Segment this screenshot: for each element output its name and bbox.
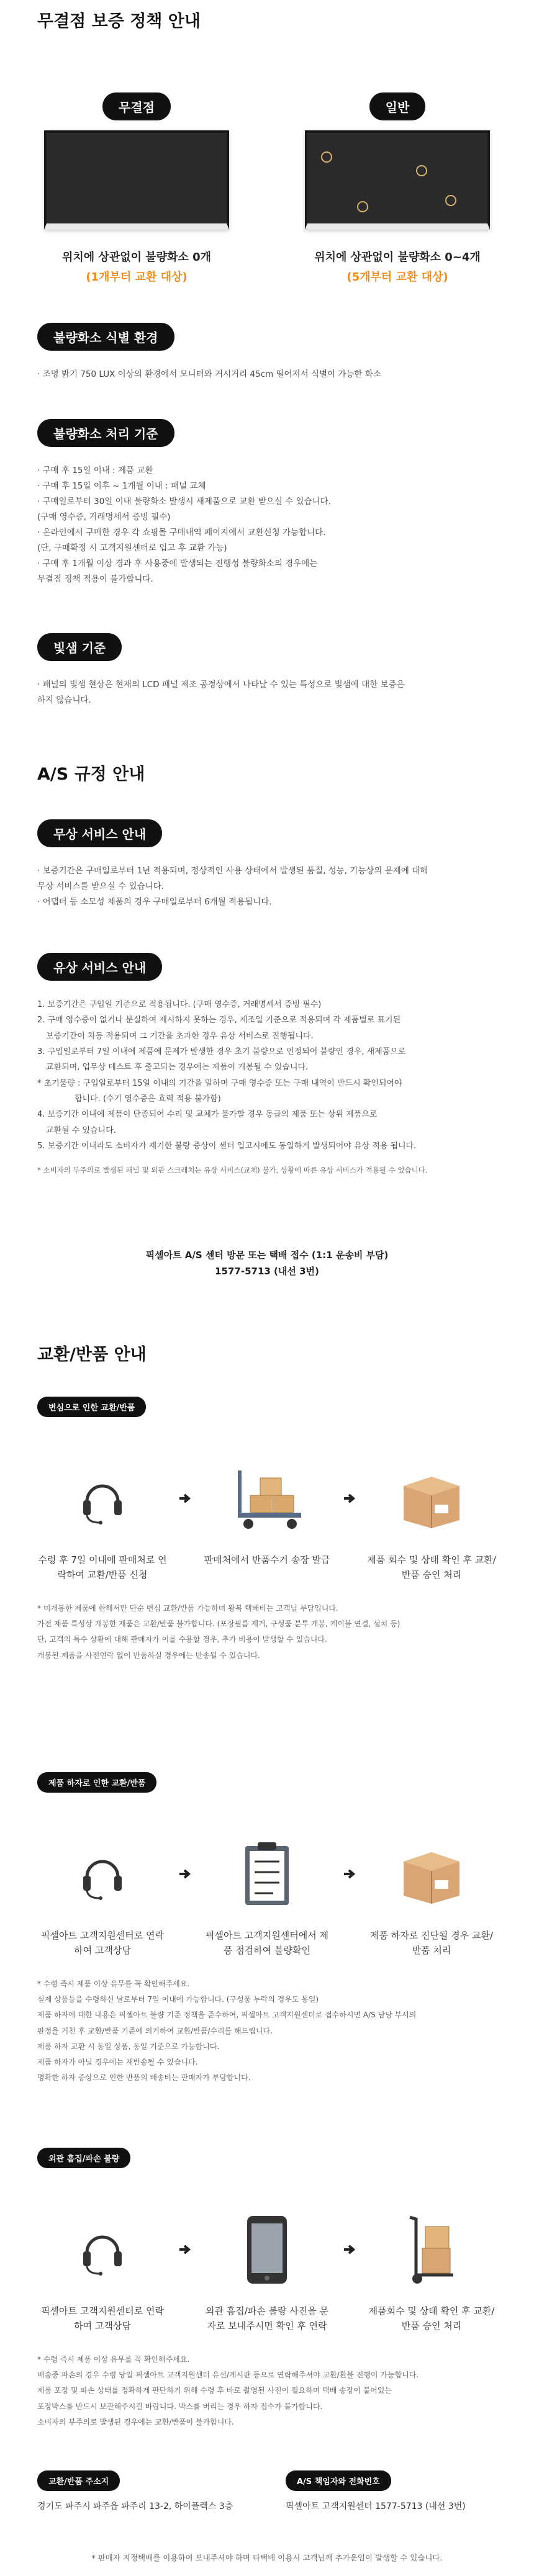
contact-value: 픽셀아트 고객지원센터 1577-5713 (내선 3번) [286, 2502, 466, 2511]
process-steps [37, 2209, 497, 2333]
step-label: 외관 흠집/파손 불량 사진을 문자로 보내주시면 확인 후 연락 [205, 2305, 328, 2331]
body-line: · 온라인에서 구매한 경우 각 쇼핑몰 구매내역 페이지에서 교환신청 가능합니다. [37, 527, 326, 538]
body-line: 교환되며, 업무상 테스트 후 출고되는 경우에는 제품이 개봉될 수 있습니다. [46, 1063, 309, 1073]
note-line: 실제 상품등을 수령하신 날로부터 7일 이내에 가능합니다. (구성품 누락의 경우도 동일) [37, 1995, 319, 2004]
exchange-title: 교환/반품 안내 [37, 1345, 147, 1364]
free-service-section [37, 819, 497, 910]
visit-line: 픽셀아트 A/S 센터 방문 또는 택배 접수 (1:1 운송비 부담) [145, 1250, 389, 1261]
address-title: 교환/반품 주소지 [37, 2470, 120, 2491]
note-line: * 수령 즉시 제품 이상 유무를 꼭 확인해주세요. [37, 1979, 190, 1988]
change-mind-section [37, 1397, 497, 1664]
monitor-image [305, 130, 490, 230]
bleed-section [37, 633, 497, 708]
note-line: 명확한 하자 증상으로 인한 반품의 배송비는 판매자가 부담합니다. [37, 2073, 251, 2083]
contact-row [37, 2470, 497, 2512]
body-line: (구매 영수증, 거래명세서 증빙 필수) [37, 511, 171, 522]
arrow-right-icon [337, 2209, 362, 2290]
section-title: 불량화소 처리 기준 [37, 419, 174, 447]
note-line: 제품 포장 및 파손 상태를 정확하게 판단하기 위해 수령 후 바로 촬영된 사진이 필요하며 택배 송장이 붙어있는 [37, 2386, 392, 2395]
body-line: · 보증기간은 구매일로부터 1년 적용되며, 정상적인 사용 상태에서 발생된 품질, 성능, 기능상의 문제에 대해 [37, 866, 428, 876]
phone-icon [202, 2209, 332, 2290]
monitor-label: 일반 [369, 92, 426, 120]
note-line: * 미개봉한 제품에 한해서만 단순 변심 교환/반품 가능하며 왕복 택배비는 고객님 부담입니다. [37, 1604, 338, 1613]
note-line: 배송중 파손의 경우 수령 당일 픽셀아트 고객지원센터 유선/게시판 등으로 연락해주셔야 교환/환불 진행이 가능합니다. [37, 2371, 419, 2380]
note-line: 제품 하자 교환 시 동일 상품, 동일 기준으로 가능합니다. [37, 2042, 220, 2051]
step-label: 픽셀아트 고객지원센터로 연락하여 고객상담 [41, 2305, 164, 2331]
step-3 [366, 2209, 497, 2333]
section-body [37, 997, 497, 1154]
step-label: 수령 후 7일 이내에 판매처로 연락하여 교환/반품 신청 [38, 1554, 167, 1580]
contact-section [37, 2470, 497, 2512]
damage-section [37, 2148, 497, 2430]
contact-title: A/S 책임자와 전화번호 [286, 2470, 391, 2491]
body-line: · 구매일로부터 30일 이내 불량화소 발생시 새제품으로 교환 받으실 수 있습니다. [37, 496, 331, 507]
body-line: 교환될 수 있습니다. [46, 1125, 116, 1135]
process-steps [37, 1458, 497, 1582]
body-line: (단, 구매확정 시 고객지원센터로 입고 후 교환 가능) [37, 543, 227, 553]
address-value: 경기도 파주시 파주읍 파주리 13-2, 하이플렉스 3층 [37, 2502, 233, 2511]
step-3 [366, 1458, 497, 1582]
process-section [37, 419, 497, 587]
arrow-right-icon [173, 2209, 197, 2290]
visit-info [37, 1248, 497, 1279]
monitor-card-normal [298, 92, 497, 284]
arrow-right-icon [173, 1458, 197, 1539]
paid-service-section [37, 953, 497, 1178]
body-line: 무상 서비스를 받으실 수 있습니다. [37, 881, 165, 891]
monitor-label: 무결점 [102, 92, 171, 120]
headset-icon [37, 1834, 168, 1914]
as-title: A/S 규정 안내 [37, 765, 145, 784]
box-icon [366, 1458, 497, 1539]
body-line: · 구매 후 15일 이내 : 제품 교환 [37, 466, 153, 475]
dead-pixel-marker [445, 195, 456, 206]
arrow-right-icon [337, 1834, 362, 1914]
monitor-sub: (5개부터 교환 대상) [346, 271, 448, 284]
as-header [37, 760, 497, 785]
note-line: 단, 고객의 특수 상황에 대해 판매자가 이를 수용할 경우, 추가 비용이 발생할 수 있습니다. [37, 1635, 327, 1644]
hand-truck-icon [366, 2209, 497, 2290]
visit-phone: 1577-5713 (내선 3번) [215, 1265, 319, 1277]
step-label: 픽셀아트 고객지원센터에서 제품 점검하여 불량확인 [206, 1930, 328, 1956]
dead-pixel-marker [416, 165, 427, 176]
contact-block [286, 2470, 497, 2512]
dead-pixel-marker [357, 201, 368, 212]
section-title: 유상 서비스 안내 [37, 953, 162, 981]
section-body [37, 863, 497, 910]
body-line: · 조명 밝기 750 LUX 이상의 환경에서 모니터와 거시거리 45cm 떨어져서 식별이 가능한 화소 [37, 369, 381, 379]
notes [37, 1601, 497, 1664]
section-title: 빛샘 기준 [37, 633, 122, 661]
footer [37, 2550, 497, 2566]
page-title: 무결점 보증 정책 안내 [37, 12, 201, 31]
step-label: 제품 하자로 진단될 경우 교환/반품 처리 [369, 1930, 493, 1956]
notes [37, 1976, 497, 2086]
note-line: 소비자의 부주의로 발생된 경우에는 교환/반품이 불가합니다. [37, 2417, 234, 2426]
arrow-right-icon [173, 1834, 197, 1914]
body-line: 3. 구입일로부터 7일 이내에 제품에 문제가 발생한 경우 초기 불량으로 인정되어 불량인 경우, 새제품으로 [37, 1047, 406, 1057]
step-label: 픽셀아트 고객지원센터로 연락하여 고객상담 [41, 1930, 164, 1956]
body-line: · 어댑터 등 소모성 제품의 경우 구매일로부터 6개월 적용됩니다. [37, 896, 272, 907]
step-2 [202, 1458, 332, 1567]
monitor-desc: 위치에 상관없이 불량화소 0~4개 [314, 251, 481, 264]
body-line: 합니다. (수기 영수증은 효력 적용 불가함) [75, 1094, 221, 1104]
exchange-header [37, 1341, 497, 1365]
note-line: 포장박스를 반드시 보관해주시길 바랍니다. 박스를 버리는 경우 하자 접수가 불가합니다. [37, 2402, 323, 2411]
monitor-desc: 위치에 상관없이 불량화소 0개 [62, 251, 211, 264]
note-line: 제품 하자에 대한 내용은 픽셀아트 불량 기준 정책을 준수하여, 픽셀아트 고객지원센터로 접수하시면 A/S 담당 부서의 [37, 2011, 417, 2020]
box-icon [366, 1834, 497, 1914]
body-line: 하지 않습니다. [37, 695, 91, 705]
body-line: 4. 보증기간 이내에 제품이 단종되어 수리 및 교체가 불가할 경우 동급의 제품 또는 상위 제품으로 [37, 1110, 378, 1120]
body-line: · 패널의 빛샘 현상은 현재의 LCD 패널 제조 공정상에서 나타날 수 있는 특성으로 빛샘에 대한 보증은 [37, 680, 405, 690]
body-line: 2. 구매 영수증이 없거나 분실하여 제시하지 못하는 경우, 제조일 기준으로 적용되며 각 제품별로 표기된 [37, 1016, 401, 1025]
address-block [37, 2470, 248, 2512]
process-steps [37, 1834, 497, 1958]
note-line: 개봉된 제품을 사전연락 없이 반품하실 경우에는 반송될 수 있습니다. [37, 1651, 260, 1660]
section-title: 불량화소 식별 환경 [37, 323, 174, 351]
dead-pixel-marker [321, 151, 332, 163]
step-1 [37, 1834, 168, 1958]
step-label: 제품 회수 및 상태 확인 후 교환/반품 승인 처리 [367, 1554, 496, 1580]
body-line: · 구매 후 1개월 이상 경과 후 사용중에 발생되는 진행성 불량화소의 경우에는 [37, 558, 318, 569]
defect-section [37, 1772, 497, 2086]
identify-section [37, 323, 497, 382]
monitor-card-flawless [37, 92, 236, 284]
note-line: 제품 하자가 아닐 경우에는 재반송될 수 있습니다. [37, 2057, 198, 2066]
body-line: * 초기불량 : 구입일로부터 15일 이내의 기간을 말하며 구매 영수증 또는 구매 내역이 반드시 확인되어야 [37, 1078, 402, 1088]
monitor-image [44, 130, 229, 230]
body-line: · 구매 후 15일 이후 ~ 1개월 이내 : 패널 교체 [37, 480, 206, 491]
step-label: 판매처에서 반품수거 송장 발급 [204, 1554, 330, 1565]
section-title: 변심으로 인한 교환/반품 [37, 1397, 146, 1417]
section-title: 제품 하자로 인한 교환/반품 [37, 1772, 156, 1793]
step-2 [202, 2209, 332, 2333]
body-line: 1. 보증기간은 구입일 기준으로 적용됩니다. (구매 영수증, 거래명세서 증빙 필수) [37, 1000, 322, 1009]
body-line: 5. 보증기간 이내라도 소비자가 제기한 불량 증상이 센터 입고시에도 동일하게 발생되어야 유상 적용 됩니다. [37, 1142, 417, 1151]
arrow-right-icon [337, 1458, 362, 1539]
clipboard-icon [202, 1834, 332, 1914]
section-body [37, 367, 497, 382]
body-line: 무결점 정책 적용이 불가합니다. [37, 574, 153, 584]
section-title: 무상 서비스 안내 [37, 819, 162, 847]
headset-icon [37, 2209, 168, 2290]
note-line: * 수령 즉시 제품 이상 유무를 꼭 확인해주세요. [37, 2355, 190, 2364]
step-1 [37, 2209, 168, 2333]
step-1 [37, 1458, 168, 1582]
paid-note: * 소비자의 부주의로 발생된 패널 및 외관 스크래치는 유상 서비스(교체) 불가, 상황에 따른 유상 서비스가 적용될 수 있습니다. [37, 1166, 428, 1175]
step-2 [202, 1834, 332, 1958]
section-body [37, 677, 497, 708]
headset-icon [37, 1458, 168, 1539]
section-title: 외관 흠집/파손 불량 [37, 2148, 130, 2168]
note-line: 가전 제품 특성상 개봉한 제품은 교환/반품 불가합니다. (포장필름 제거, 구성품 분투 개봉, 케이블 연결, 설치 등) [37, 1619, 400, 1629]
monitor-comparison [37, 92, 497, 284]
note-line: 판정을 거친 후 교환/반품 기준에 의거하여 교환/반품/수리를 해드립니다. [37, 2026, 273, 2035]
body-line: 보증기간이 차등 적용되며 그 기간을 초과한 경우 유상 서비스로 진행됩니다. [46, 1031, 314, 1041]
cart-boxes-icon [202, 1458, 332, 1539]
notes [37, 2352, 497, 2430]
policy-section [37, 0, 497, 284]
section-body [37, 463, 497, 587]
step-3 [366, 1834, 497, 1958]
monitor-sub: (1개부터 교환 대상) [86, 271, 188, 284]
step-label: 제품회수 및 상태 확인 후 교환/반품 승인 처리 [368, 2305, 495, 2331]
footer-note: * 판매자 지정택배를 이용하여 보내주셔야 하며 타택배 이용시 고객님께 추가운임이 발생할 수 있습니다. [91, 2553, 443, 2562]
